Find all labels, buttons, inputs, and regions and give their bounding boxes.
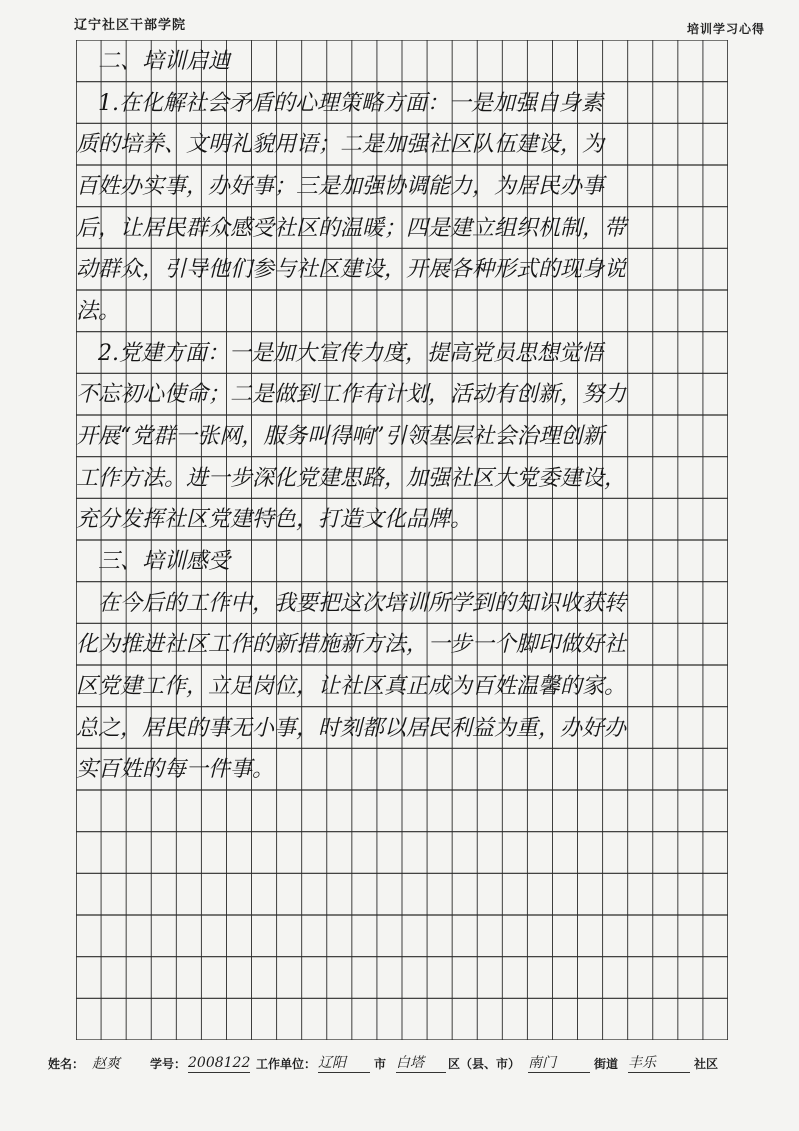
handwritten-line: 二、培训启迪 (76, 49, 231, 74)
name-label: 姓名： (48, 1057, 85, 1071)
handwritten-line: 法。 (76, 299, 121, 324)
handwritten-line: 后，让居民群众感受社区的温暖；四是建立组织机制，带 (76, 215, 627, 241)
student-id-value: 2008122 (188, 1055, 251, 1071)
document-type-header: 培训学习心得 (686, 22, 765, 36)
work-unit-label: 工作单位： (256, 1057, 317, 1071)
footer-info (0, 1052, 799, 1076)
handwritten-line: 总之，居民的事无小事，时刻都以居民利益为重，办好办 (76, 715, 627, 741)
handwritten-line: 开展“党群一张网，服务叫得响”引领基层社会治理创新 (76, 424, 605, 449)
name-value: 赵爽 (92, 1056, 120, 1072)
city-label: 市 (374, 1057, 387, 1071)
handwritten-line: 三、培训感受 (76, 549, 231, 574)
handwritten-line: 区党建工作，立足岗位，让社区真正成为百姓温馨的家。 (76, 674, 627, 699)
street-label: 街道 (594, 1057, 619, 1071)
handwritten-line: 2.党建方面：一是加大宣传力度，提高党员思想觉悟 (76, 340, 603, 366)
handwritten-line: 在今后的工作中，我要把这次培训所学到的知识收获转 (76, 590, 627, 616)
handwritten-line: 实百姓的每一件事。 (76, 757, 275, 783)
handwritten-line: 质的培养、文明礼貌用语；二是加强社区队伍建设，为 (76, 132, 605, 158)
community-label: 社区 (694, 1057, 719, 1071)
handwritten-line: 百姓办实事，办好事；三是加强协调能力，为居民办事 (76, 174, 605, 199)
district-label: 区（县、市） (448, 1057, 521, 1071)
handwritten-line: 化为推进社区工作的新措施新方法，一步一个脚印做好社 (76, 632, 627, 658)
street-value: 南门 (528, 1054, 590, 1073)
handwritten-line: 动群众，引导他们参与社区建设，开展各种形式的现身说 (76, 257, 627, 283)
student-id-label: 学号： (150, 1057, 187, 1071)
handwritten-line: 充分发挥社区党建特色，打造文化品牌。 (76, 507, 473, 533)
district-value: 白塔 (396, 1054, 446, 1073)
community-value: 丰乐 (628, 1054, 690, 1073)
grid-sheet (76, 40, 728, 1040)
handwritten-line: 不忘初心使命；二是做到工作有计划，活动有创新，努力 (76, 382, 627, 408)
institution-header: 辽宁社区干部学院 (74, 18, 187, 33)
handwritten-line: 1.在化解社会矛盾的心理策略方面：一是加强自身素 (76, 90, 603, 116)
city-value: 辽阳 (318, 1054, 370, 1073)
handwritten-line: 工作方法。进一步深化党建思路，加强社区大党委建设， (76, 465, 627, 491)
